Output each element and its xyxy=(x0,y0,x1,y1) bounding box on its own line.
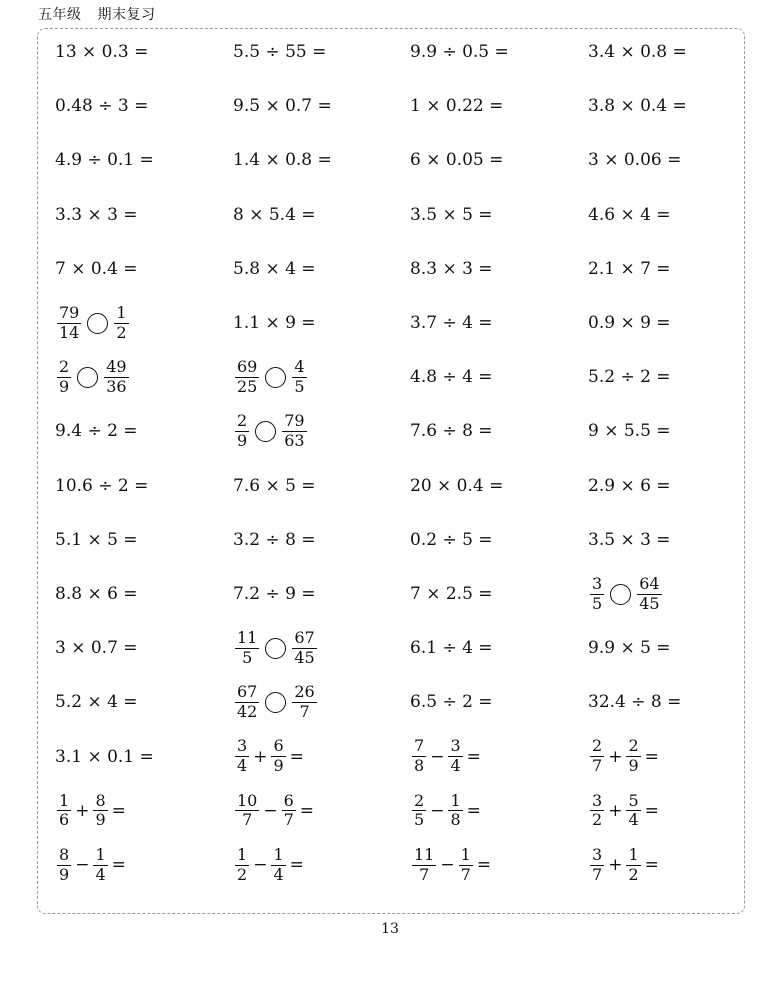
numerator: 2 xyxy=(592,736,603,756)
fraction-left xyxy=(235,413,249,450)
numerator: 11 xyxy=(414,844,435,864)
expression-text: 9 × 5.5 = xyxy=(588,421,671,442)
denominator: 7 xyxy=(242,810,253,830)
exercise-item xyxy=(410,25,509,79)
fraction-right xyxy=(114,302,128,342)
denominator: 4 xyxy=(273,864,284,884)
fraction-right xyxy=(292,356,306,396)
exercise-item xyxy=(55,296,131,350)
page-header xyxy=(38,4,156,24)
expression-text: 9.9 ÷ 0.5 = xyxy=(410,42,509,62)
fraction-right xyxy=(448,790,462,830)
numerator: 1 xyxy=(460,844,471,864)
numerator: 3 xyxy=(592,790,603,810)
exercise-item xyxy=(588,404,671,458)
expression-text: 13 × 0.3 = xyxy=(55,42,149,62)
exercise-item xyxy=(233,79,332,133)
fraction-right xyxy=(282,790,296,830)
exercise-item xyxy=(233,296,316,350)
exercise-item xyxy=(233,675,319,729)
fraction-left xyxy=(590,844,604,884)
exercise-item xyxy=(233,350,309,404)
expression-text: 2.9 × 6 = xyxy=(588,475,671,496)
expression-text: 1.4 × 0.8 = xyxy=(233,150,332,171)
expression-text: 5.5 ÷ 55 = xyxy=(233,42,327,62)
exercise-item xyxy=(55,404,138,458)
header-title: 期末复习 xyxy=(97,7,156,23)
fraction-left xyxy=(235,738,249,775)
exercise-item xyxy=(233,25,326,79)
denominator: 5 xyxy=(592,593,603,613)
exercise-row xyxy=(55,25,755,79)
exercise-item xyxy=(588,513,671,567)
expression-text: 3 × 0.06 = xyxy=(588,150,682,171)
denominator: 6 xyxy=(59,810,70,830)
expression-text: 3.3 × 3 = xyxy=(55,204,138,225)
exercise-item xyxy=(588,79,687,133)
expression-text: 0.9 × 9 = xyxy=(588,313,671,333)
fraction-left xyxy=(590,573,604,613)
exercise-item xyxy=(233,838,306,892)
fraction-right xyxy=(637,573,661,613)
expression-text: 7.6 × 5 = xyxy=(233,475,316,496)
expression-text: 7.2 ÷ 9 = xyxy=(233,584,316,604)
exercise-item xyxy=(410,784,483,838)
comparison-circle[interactable] xyxy=(265,692,286,713)
operator: + xyxy=(608,746,623,767)
expression-text: 3.8 × 0.4 = xyxy=(588,96,687,117)
denominator: 2 xyxy=(116,322,127,342)
operator: + xyxy=(75,800,90,821)
fraction-right xyxy=(626,738,640,775)
exercise-item xyxy=(55,25,148,79)
denominator: 7 xyxy=(283,810,294,830)
expression-text: 6 × 0.05 = xyxy=(410,150,504,171)
numerator: 1 xyxy=(116,302,127,322)
exercise-row xyxy=(55,513,755,567)
exercise-item xyxy=(588,675,681,729)
operator: − xyxy=(430,800,445,821)
numerator: 79 xyxy=(284,411,305,431)
numerator: 79 xyxy=(59,302,80,322)
equals-sign: = xyxy=(289,746,304,767)
exercise-item xyxy=(410,675,493,729)
exercise-row xyxy=(55,404,755,458)
equals-sign: = xyxy=(644,746,659,767)
numerator: 2 xyxy=(628,736,639,756)
expression-text: 5.1 × 5 = xyxy=(55,529,138,550)
comparison-circle[interactable] xyxy=(610,584,631,605)
expression-text: 3.7 ÷ 4 = xyxy=(410,313,493,333)
exercise-item xyxy=(410,79,503,133)
exercise-item xyxy=(233,242,316,296)
grade-label: 五年级 xyxy=(38,7,82,23)
expression-text: 2.1 × 7 = xyxy=(588,258,671,279)
exercise-item xyxy=(233,567,316,621)
denominator: 7 xyxy=(419,864,430,884)
expression-text: 4.8 ÷ 4 = xyxy=(410,367,493,388)
fraction-right xyxy=(93,790,107,830)
exercise-item xyxy=(410,188,493,242)
denominator: 5 xyxy=(414,810,425,830)
exercise-row xyxy=(55,242,755,296)
equals-sign: = xyxy=(466,800,481,821)
fraction-left xyxy=(590,738,604,775)
exercise-item xyxy=(588,459,671,513)
exercise-item xyxy=(55,459,148,513)
exercise-row xyxy=(55,567,755,621)
expression-text: 8 × 5.4 = xyxy=(233,204,316,225)
expression-text: 9.5 × 0.7 = xyxy=(233,96,332,117)
expression-text: 6.5 ÷ 2 = xyxy=(410,692,493,713)
expression-text: 5.2 × 4 = xyxy=(55,692,138,713)
denominator: 5 xyxy=(294,376,305,396)
exercise-item xyxy=(588,784,661,838)
expression-text: 1.1 × 9 = xyxy=(233,313,316,333)
expression-text: 3.5 × 3 = xyxy=(588,529,671,550)
equals-sign: = xyxy=(476,855,492,875)
exercise-item xyxy=(588,730,661,784)
exercise-item xyxy=(55,838,128,892)
exercise-item xyxy=(588,350,671,404)
operator: − xyxy=(253,855,268,875)
exercise-item xyxy=(588,133,681,187)
fraction-right xyxy=(459,844,473,884)
equals-sign: = xyxy=(644,800,659,821)
fraction-right xyxy=(448,738,462,775)
exercise-item xyxy=(410,567,493,621)
exercise-item xyxy=(55,133,154,187)
exercise-item xyxy=(410,133,503,187)
equals-sign: = xyxy=(111,855,126,875)
operator: + xyxy=(253,746,268,767)
denominator: 25 xyxy=(237,376,258,396)
fraction-right xyxy=(292,627,316,667)
fraction-left xyxy=(57,302,81,342)
exercise-item xyxy=(55,79,148,133)
denominator: 4 xyxy=(628,810,639,830)
numerator: 10 xyxy=(237,790,258,810)
denominator: 45 xyxy=(639,593,660,613)
expression-text: 0.2 ÷ 5 = xyxy=(410,529,493,550)
denominator: 9 xyxy=(273,756,284,776)
denominator: 9 xyxy=(59,376,70,396)
fraction-right xyxy=(93,844,107,884)
exercise-item xyxy=(55,621,138,675)
numerator: 11 xyxy=(237,627,258,647)
denominator: 7 xyxy=(460,864,471,884)
denominator: 2 xyxy=(592,810,603,830)
equals-sign: = xyxy=(644,855,659,875)
denominator: 42 xyxy=(237,701,258,721)
expression-text: 7 × 0.4 = xyxy=(55,258,138,279)
comparison-circle[interactable] xyxy=(87,313,108,334)
fraction-left xyxy=(412,790,426,830)
denominator: 8 xyxy=(450,810,461,830)
exercise-item xyxy=(233,784,316,838)
expression-text: 8.3 × 3 = xyxy=(410,258,493,279)
numerator: 3 xyxy=(450,736,461,756)
exercise-item xyxy=(588,567,664,621)
equals-sign: = xyxy=(466,746,481,767)
denominator: 7 xyxy=(592,864,603,884)
operator: − xyxy=(263,800,278,821)
fraction-left xyxy=(57,844,71,884)
fraction-right xyxy=(282,413,306,450)
denominator: 8 xyxy=(414,756,425,776)
expression-text: 20 × 0.4 = xyxy=(410,475,504,496)
numerator: 6 xyxy=(273,736,284,756)
fraction-left xyxy=(590,790,604,830)
numerator: 2 xyxy=(414,790,425,810)
exercise-item xyxy=(410,513,493,567)
expression-text: 4.9 ÷ 0.1 = xyxy=(55,150,154,171)
operator: − xyxy=(430,746,445,767)
exercise-item xyxy=(55,784,128,838)
equals-sign: = xyxy=(289,855,304,875)
expression-text: 3.2 ÷ 8 = xyxy=(233,529,316,550)
exercise-item xyxy=(588,242,671,296)
exercise-item xyxy=(233,404,309,458)
exercise-row xyxy=(55,730,755,784)
comparison-circle[interactable] xyxy=(265,638,286,659)
numerator: 4 xyxy=(294,356,305,376)
expression-text: 3.1 × 0.1 = xyxy=(55,746,154,767)
expression-text: 3 × 0.7 = xyxy=(55,638,138,659)
expression-text: 1 × 0.22 = xyxy=(410,96,504,117)
expression-text: 3.4 × 0.8 = xyxy=(588,42,687,62)
denominator: 45 xyxy=(294,647,315,667)
exercise-item xyxy=(588,188,671,242)
fraction-left xyxy=(235,684,259,721)
comparison-circle[interactable] xyxy=(255,421,276,442)
equals-sign: = xyxy=(299,800,315,821)
exercise-item xyxy=(233,621,319,675)
numerator: 1 xyxy=(450,790,461,810)
expression-text: 7.6 ÷ 8 = xyxy=(410,421,493,442)
denominator: 9 xyxy=(59,864,70,884)
exercise-item xyxy=(588,621,671,675)
exercise-item xyxy=(410,404,493,458)
exercise-item xyxy=(233,513,316,567)
exercise-item xyxy=(410,242,493,296)
exercise-item xyxy=(233,188,316,242)
fraction-right xyxy=(104,356,128,396)
numerator: 5 xyxy=(628,790,639,810)
comparison-circle[interactable] xyxy=(77,367,98,388)
exercise-row xyxy=(55,621,755,675)
fraction-right xyxy=(626,790,640,830)
exercise-item xyxy=(588,296,671,350)
denominator: 4 xyxy=(237,756,248,776)
numerator: 1 xyxy=(237,844,248,864)
denominator: 36 xyxy=(106,376,127,396)
fraction-right xyxy=(271,844,285,884)
fraction-left xyxy=(57,356,71,396)
exercise-item xyxy=(410,459,503,513)
expression-text: 7 × 2.5 = xyxy=(410,584,493,604)
expression-text: 3.5 × 5 = xyxy=(410,204,493,225)
numerator: 2 xyxy=(237,411,248,431)
fraction-left xyxy=(235,356,259,396)
expression-text: 10.6 ÷ 2 = xyxy=(55,475,149,496)
expression-text: 8.8 × 6 = xyxy=(55,584,138,604)
numerator: 69 xyxy=(237,356,258,376)
exercise-row xyxy=(55,296,755,350)
numerator: 8 xyxy=(59,844,70,864)
exercise-item xyxy=(55,675,138,729)
expression-text: 0.48 ÷ 3 = xyxy=(55,96,149,117)
numerator: 49 xyxy=(106,356,127,376)
denominator: 4 xyxy=(450,756,461,776)
numerator: 6 xyxy=(283,790,294,810)
expression-text: 6.1 ÷ 4 = xyxy=(410,638,493,659)
fraction-left xyxy=(412,738,426,775)
exercise-row xyxy=(55,784,755,838)
fraction-right xyxy=(626,844,640,884)
exercise-item xyxy=(55,188,138,242)
numerator: 1 xyxy=(59,790,70,810)
expression-text: 9.9 × 5 = xyxy=(588,638,671,659)
denominator: 14 xyxy=(59,322,80,342)
exercise-row xyxy=(55,675,755,729)
exercise-item xyxy=(55,242,138,296)
expression-text: 32.4 ÷ 8 = xyxy=(588,692,682,713)
fraction-right xyxy=(271,738,285,775)
numerator: 64 xyxy=(639,573,660,593)
denominator: 63 xyxy=(284,430,305,450)
operator: + xyxy=(608,800,623,821)
exercise-item xyxy=(55,513,138,567)
fraction-left xyxy=(235,790,259,830)
numerator: 3 xyxy=(237,736,248,756)
numerator: 1 xyxy=(273,844,284,864)
exercise-row xyxy=(55,838,755,892)
exercise-row xyxy=(55,459,755,513)
denominator: 2 xyxy=(237,864,248,884)
numerator: 8 xyxy=(95,790,106,810)
denominator: 7 xyxy=(299,701,310,721)
exercise-item xyxy=(588,838,661,892)
operator: − xyxy=(440,855,455,875)
denominator: 5 xyxy=(242,647,253,667)
denominator: 7 xyxy=(592,756,603,776)
exercise-item xyxy=(410,350,493,404)
expression-text: 5.2 ÷ 2 = xyxy=(588,367,671,388)
exercise-item xyxy=(410,730,483,784)
numerator: 3 xyxy=(592,844,603,864)
exercise-item xyxy=(410,296,493,350)
fraction-left xyxy=(57,790,71,830)
numerator: 2 xyxy=(59,356,70,376)
expression-text: 4.6 × 4 = xyxy=(588,204,671,225)
page-number: 13 xyxy=(381,921,399,937)
exercise-item xyxy=(588,25,687,79)
exercise-item xyxy=(410,838,493,892)
fraction-left xyxy=(412,844,436,884)
numerator: 67 xyxy=(237,682,258,702)
operator: + xyxy=(608,855,623,875)
exercise-item xyxy=(55,567,138,621)
exercise-row xyxy=(55,79,755,133)
fraction-left xyxy=(235,844,249,884)
numerator: 26 xyxy=(294,682,315,702)
exercise-item xyxy=(233,459,316,513)
numerator: 1 xyxy=(95,844,106,864)
operator: − xyxy=(75,855,90,875)
exercise-item xyxy=(233,730,306,784)
numerator: 1 xyxy=(628,844,639,864)
fraction-right xyxy=(292,684,316,721)
exercise-item xyxy=(55,730,154,784)
exercise-row xyxy=(55,133,755,187)
numerator: 67 xyxy=(294,627,315,647)
exercise-row xyxy=(55,350,755,404)
comparison-circle[interactable] xyxy=(265,367,286,388)
fraction-left xyxy=(235,627,259,667)
expression-text: 9.4 ÷ 2 = xyxy=(55,421,138,442)
denominator: 9 xyxy=(628,756,639,776)
numerator: 3 xyxy=(592,573,603,593)
denominator: 9 xyxy=(95,810,106,830)
exercise-item xyxy=(233,133,332,187)
exercise-item xyxy=(410,621,493,675)
denominator: 4 xyxy=(95,864,106,884)
denominator: 9 xyxy=(237,430,248,450)
equals-sign: = xyxy=(111,800,126,821)
numerator: 7 xyxy=(414,736,425,756)
exercise-item xyxy=(55,350,131,404)
exercise-row xyxy=(55,188,755,242)
denominator: 2 xyxy=(628,864,639,884)
expression-text: 5.8 × 4 = xyxy=(233,258,316,279)
